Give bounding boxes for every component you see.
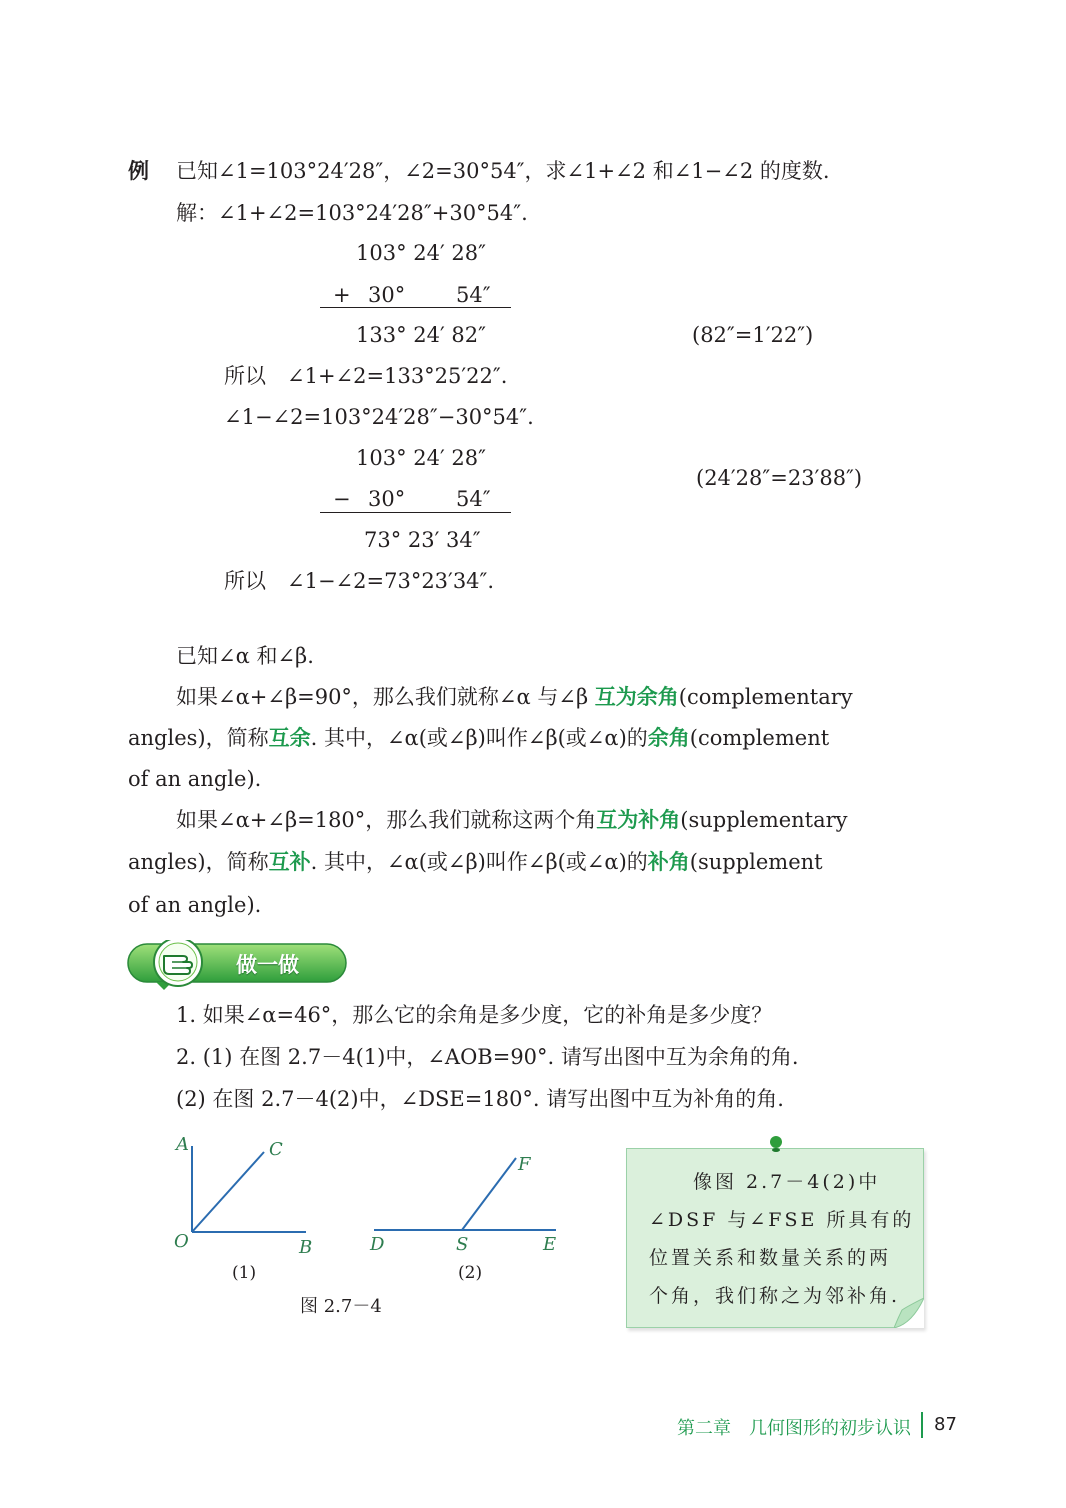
solution-lead: 解：∠1+∠2=103°24′28″+30°54″. — [176, 201, 528, 225]
supplementary-short: 互补 — [268, 850, 311, 874]
sub-lead: ∠1−∠2=103°24′28″−30°54″. — [224, 405, 534, 429]
pushpin-icon — [767, 1135, 785, 1155]
activity-question-1: 1. 如果∠α=46°，那么它的余角是多少度，它的补角是多少度？ — [176, 1003, 773, 1027]
figure-caption: 图 2.7－4 — [300, 1296, 382, 1317]
example-statement: 已知∠1=103°24′28″，∠2=30°54″，求∠1+∠2 和∠1−∠2 的度数. — [176, 159, 830, 183]
sub-conclusion: 所以 ∠1−∠2=73°23′34″. — [224, 569, 495, 593]
page-number: 87 — [934, 1414, 957, 1435]
complementary-line2 — [128, 723, 829, 753]
ray-sf — [462, 1158, 516, 1230]
supplementary-line2-mid: . 其中，∠α(或∠β)叫作∠β(或∠α)的 — [310, 850, 648, 874]
figure-2-caption: (2) — [458, 1263, 483, 1283]
sub-row2-seconds: 54″ — [456, 487, 491, 511]
supplementary-line1-pre: 如果∠α+∠β=180°，那么我们就称这两个角 — [176, 808, 597, 832]
complementary-line1-pre: 如果∠α+∠β=90°，那么我们就称∠α 与∠β — [176, 685, 595, 709]
add-rule — [320, 307, 511, 308]
sub-note: (24′28″=23′88″) — [696, 466, 863, 490]
add-row2-seconds: 54″ — [456, 283, 491, 307]
supplementary-line1-post: (supplementary — [680, 808, 848, 832]
sub-result: 73° 23′ 34″ — [364, 528, 481, 552]
figure-2-7-4 — [166, 1130, 586, 1310]
complement-word: 余角 — [647, 726, 690, 750]
page-curl-icon — [894, 1298, 924, 1328]
supplementary-line2 — [128, 847, 823, 877]
label-b: B — [299, 1237, 313, 1258]
sub-operator: − — [333, 487, 351, 511]
add-row1: 103° 24′ 28″ — [356, 241, 486, 265]
note-line-1: 像图 2.7－4(2)中 — [693, 1171, 881, 1193]
label-c: C — [269, 1139, 283, 1160]
label-d: D — [370, 1234, 385, 1255]
activity-banner — [126, 940, 348, 992]
label-a: A — [176, 1134, 189, 1155]
label-e: E — [543, 1234, 557, 1255]
complementary-short: 互余 — [268, 726, 311, 750]
supplementary-line2-pre: angles)，简称 — [128, 850, 269, 874]
supplementary-line2-post: (supplement — [689, 850, 823, 874]
figure-1 — [174, 1134, 312, 1283]
complementary-term: 互为余角 — [594, 685, 679, 709]
sub-row2-degrees: 30° — [368, 487, 406, 511]
example-tag: 例 — [128, 159, 149, 183]
supplementary-line3: of an angle). — [128, 893, 262, 917]
supplementary-line1 — [176, 805, 848, 835]
complementary-line2-pre: angles)，简称 — [128, 726, 269, 750]
label-o: O — [174, 1231, 189, 1252]
note-card — [626, 1148, 924, 1328]
label-s: S — [456, 1234, 469, 1255]
note-line-4: 个角，我们称之为邻补角. — [649, 1285, 901, 1307]
ray-oc — [192, 1152, 264, 1232]
label-f: F — [518, 1154, 531, 1175]
add-result: 133° 24′ 82″ — [356, 323, 486, 347]
sub-rule — [320, 512, 511, 513]
add-conclusion: 所以 ∠1+∠2=133°25′22″. — [224, 364, 508, 388]
sub-row1: 103° 24′ 28″ — [356, 446, 486, 470]
add-operator: + — [333, 283, 351, 307]
complementary-line1-post: (complementary — [678, 685, 853, 709]
add-note: (82″=1′22″) — [692, 323, 814, 347]
supplementary-term: 互为补角 — [596, 808, 681, 832]
add-row2-degrees: 30° — [368, 283, 406, 307]
definition-given: 已知∠α 和∠β. — [176, 644, 314, 668]
footer-divider — [921, 1412, 923, 1438]
supplement-word: 补角 — [647, 850, 690, 874]
chapter-title: 第二章 几何图形的初步认识 — [677, 1418, 911, 1439]
pointing-hand-icon — [161, 948, 195, 976]
complementary-line1 — [176, 682, 853, 712]
figure-1-caption: (1) — [232, 1263, 257, 1283]
figure-2 — [369, 1154, 556, 1283]
complementary-line2-mid: . 其中，∠α(或∠β)叫作∠β(或∠α)的 — [310, 726, 648, 750]
complementary-line3: of an angle). — [128, 767, 262, 791]
complementary-line2-post: (complement — [689, 726, 830, 750]
note-line-2: ∠DSF 与∠FSE 所具有的 — [649, 1209, 915, 1231]
note-line-3: 位置关系和数量关系的两 — [649, 1247, 892, 1269]
activity-question-2-2: (2) 在图 2.7－4(2)中，∠DSE=180°. 请写出图中互为补角的角. — [176, 1087, 784, 1111]
activity-question-2-1: 2. (1) 在图 2.7－4(1)中，∠AOB=90°. 请写出图中互为余角的角. — [176, 1045, 799, 1069]
activity-title: 做一做 — [236, 953, 299, 977]
